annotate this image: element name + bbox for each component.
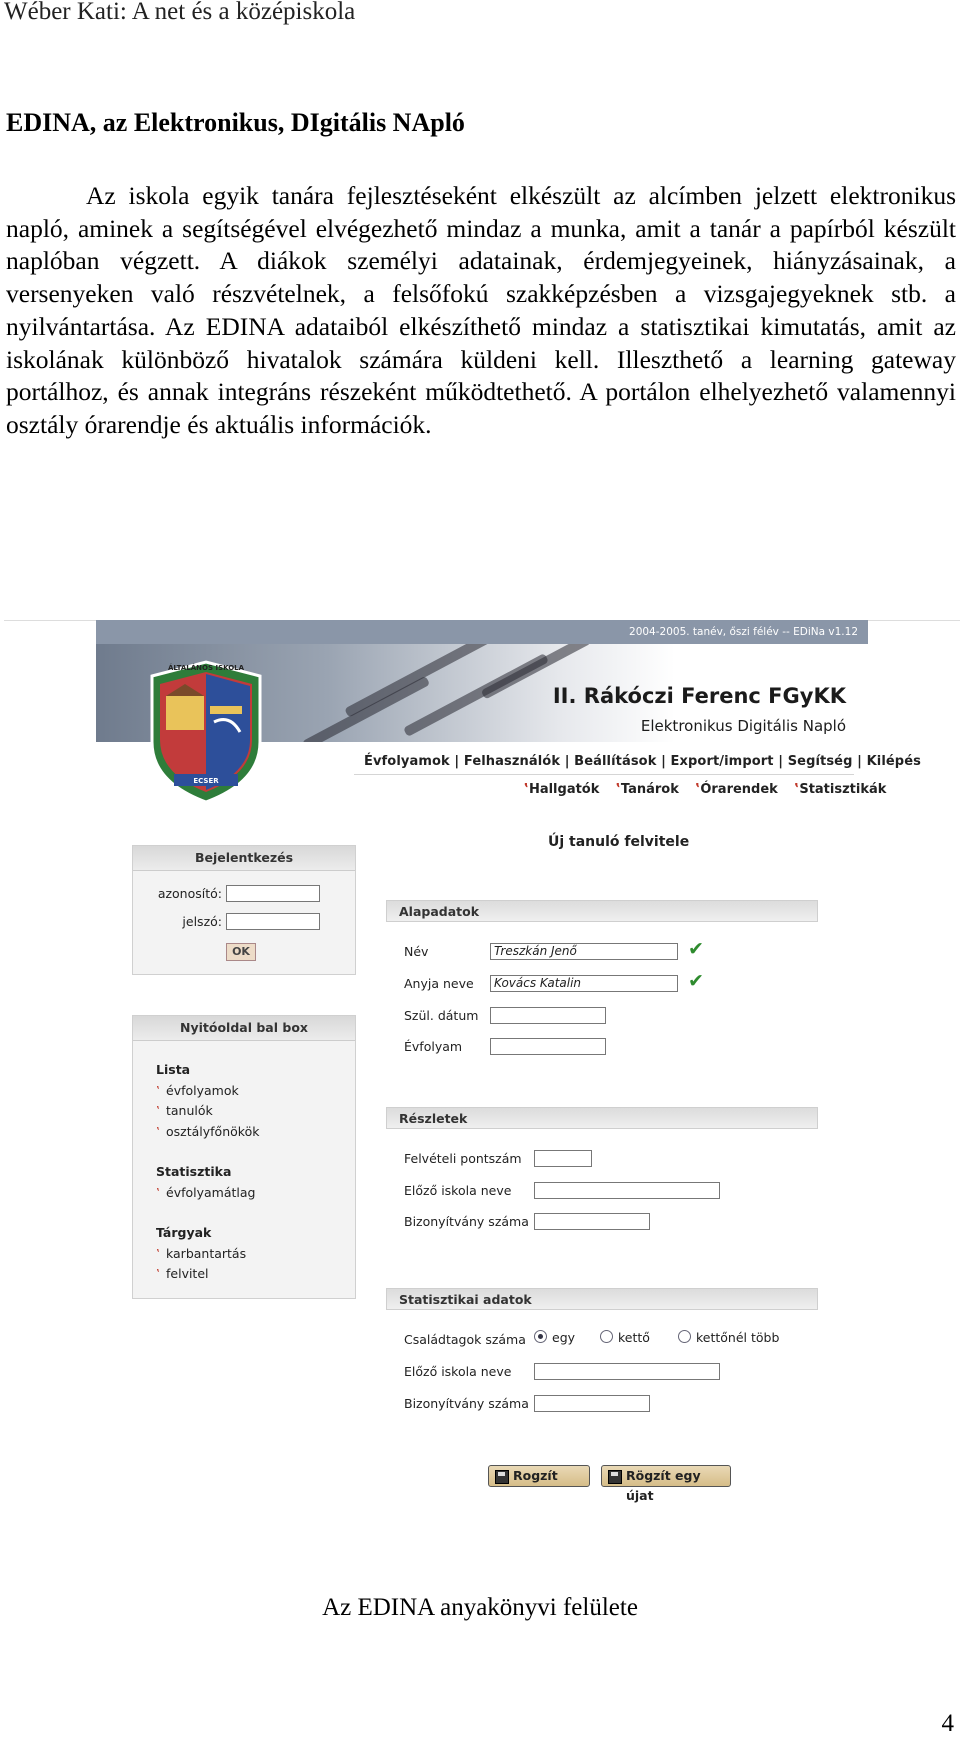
pw-label: jelszó:	[182, 914, 222, 929]
paragraph-text: Az iskola egyik tanára fejlesztéseként elkészült az alcímben jelzett elektronikus napló, aminek a segítségével elvégezhető mindaz a munka, amit a tanár a papírból készült naplóban végzett. A diákok személyi adatainak, érdemjegyeinek, hiányzásainak, a versenyeken való részvételnek, a felsőfokú szakképzésben a vizsgajegyeknek stb. a nyilvántartása. Az EDINA adataiból elkészíthető mindaz a statisztikai kimutatás, amit az iskolának különböző hivatalok számára küldeni kell. Illeszthető a learning gateway portálhoz, és annak integráns részeként működtethető. A portálon elhelyezhető valamennyi osztály órarendje és aktuális információk.	[6, 181, 956, 439]
submenu-orarendek[interactable]: ‛ Órarendek	[695, 782, 777, 797]
cert-input[interactable]	[534, 1213, 650, 1230]
check-icon: ✔	[688, 938, 704, 960]
disk-icon	[495, 1470, 509, 1484]
section-stats: Statisztikai adatok	[386, 1288, 818, 1310]
nav-item-evfolyamatlag[interactable]: ‛ évfolyamátlag	[156, 1183, 259, 1204]
mother-input[interactable]: Kovács Katalin	[490, 975, 678, 992]
school-name: II. Rákóczi Ferenc FGyKK	[552, 684, 846, 708]
left-nav	[156, 1060, 259, 1285]
crest-text-bottom: ECSER	[193, 777, 219, 785]
nav-item-osztalyfonokok[interactable]: ‛ osztályfőnökök	[156, 1122, 259, 1143]
radio-egy[interactable]	[534, 1330, 575, 1345]
nav-item-felvitel[interactable]: ‛ felvitel	[156, 1264, 259, 1285]
section-title: EDINA, az Elektronikus, DIgitális NApló	[6, 108, 465, 137]
cert-input-2[interactable]	[534, 1395, 650, 1412]
nav-section-lista: Lista	[156, 1062, 191, 1077]
nav-section-targyak: Tárgyak	[156, 1225, 212, 1240]
birth-label: Szül. dátum	[404, 1008, 479, 1023]
save-button[interactable]	[488, 1465, 590, 1487]
submenu-tanarok[interactable]: ‛ Tanárok	[616, 782, 679, 797]
page-number: 4	[941, 1710, 954, 1737]
login-title: Bejelentkezés	[133, 846, 355, 871]
prev-school-label-2: Előző iskola neve	[404, 1364, 512, 1379]
section-details: Részletek	[386, 1107, 818, 1129]
nav-item-karbantartas[interactable]: ‛ karbantartás	[156, 1244, 259, 1265]
main-menu[interactable]: Évfolyamok | Felhasználók | Beállítások | Export/import | Segítség | Kilépés	[364, 754, 921, 769]
check-icon: ✔	[688, 970, 704, 992]
disk-icon	[608, 1470, 622, 1484]
save-button-label: Rogzít	[513, 1468, 558, 1483]
menu-divider	[354, 774, 854, 775]
page-header: Wéber Kati: A net és a középiskola	[4, 0, 356, 25]
nav-item-evfolyamok[interactable]: ‛ évfolyamok	[156, 1081, 259, 1102]
pw-input[interactable]	[226, 913, 320, 930]
radio-kettonel-tobb-label: kettőnél több	[696, 1330, 780, 1345]
prev-school-input-2[interactable]	[534, 1363, 720, 1380]
submenu-statisztikak[interactable]: ‛ Statisztikák	[794, 782, 886, 797]
nav-section-statisztika: Statisztika	[156, 1164, 232, 1179]
prev-school-label: Előző iskola neve	[404, 1183, 512, 1198]
cert-label: Bizonyítvány száma	[404, 1214, 529, 1229]
mother-label: Anyja neve	[404, 976, 474, 991]
school-crest-logo	[144, 656, 268, 806]
cert-label-2: Bizonyítvány száma	[404, 1396, 529, 1411]
semester-bar: 2004-2005. tanév, őszi félév -- EDiNa v1.12	[96, 620, 868, 644]
points-label: Felvételi pontszám	[404, 1151, 522, 1166]
year-label: Évfolyam	[404, 1039, 463, 1054]
crest-text-top: ÁLTALÁNOS ISKOLA	[167, 664, 245, 672]
left-box-title: Nyitóoldal bal box	[133, 1016, 355, 1041]
prev-school-input[interactable]	[534, 1182, 720, 1199]
id-label: azonosító:	[157, 886, 222, 901]
radio-kettonel-tobb[interactable]	[678, 1330, 779, 1345]
figure-caption: Az EDINA anyakönyvi felülete	[322, 1594, 638, 1621]
app-name: Elektronikus Digitális Napló	[640, 717, 846, 735]
family-label: Családtagok száma	[404, 1332, 526, 1347]
body-paragraph	[6, 180, 956, 442]
radio-egy-label: egy	[552, 1330, 576, 1345]
save-new-button-label: Rögzít egy újat	[626, 1468, 701, 1503]
birth-input[interactable]	[490, 1007, 606, 1024]
section-basic: Alapadatok	[386, 900, 818, 922]
form-title: Új tanuló felvitele	[548, 834, 690, 850]
name-input[interactable]: Treszkán Jenő	[490, 943, 678, 960]
edina-screenshot	[4, 620, 960, 1520]
sub-menu	[524, 782, 898, 797]
year-input[interactable]	[490, 1038, 606, 1055]
radio-ketto-label: kettő	[618, 1330, 650, 1345]
points-input[interactable]	[534, 1150, 592, 1167]
id-input[interactable]	[226, 885, 320, 902]
radio-ketto[interactable]	[600, 1330, 650, 1345]
save-new-button[interactable]	[601, 1465, 731, 1503]
submenu-hallgatok[interactable]: ‛ Hallgatók	[524, 782, 599, 797]
nav-item-tanulok[interactable]: ‛ tanulók	[156, 1101, 259, 1122]
ok-button[interactable]: OK	[226, 943, 256, 961]
name-label: Név	[404, 944, 429, 959]
